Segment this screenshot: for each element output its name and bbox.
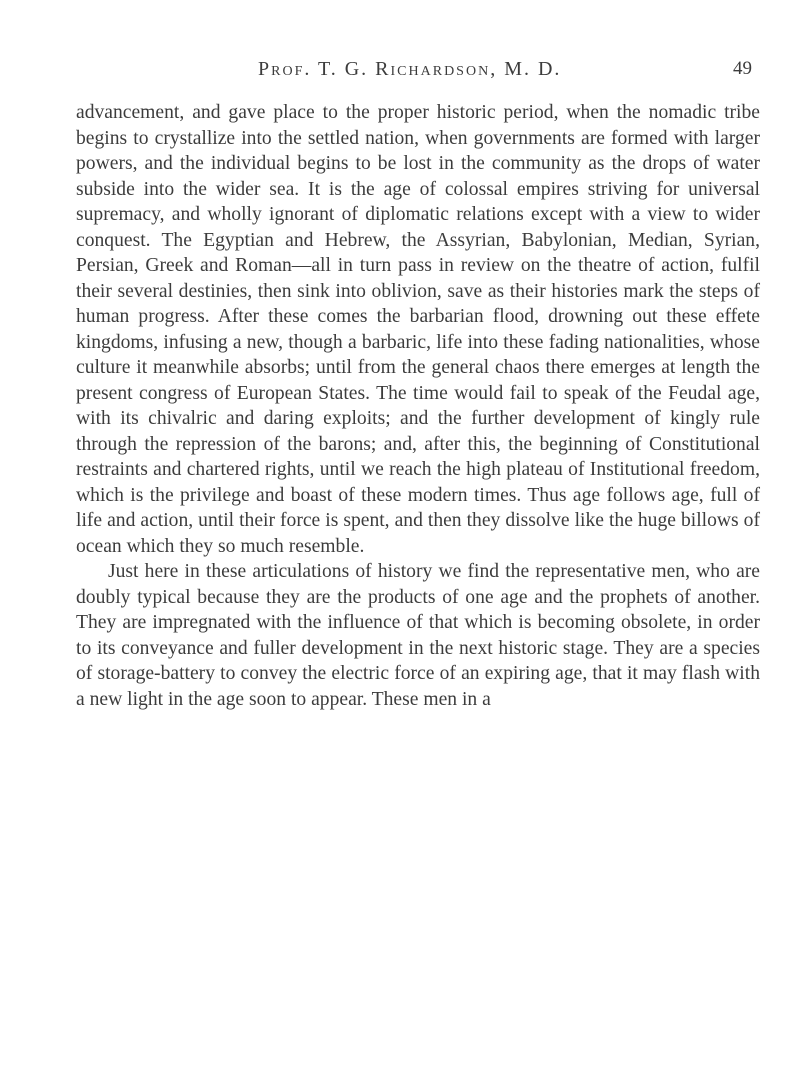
paragraph-representative-men: Just here in these articulations of history we find the representative men, who are doubly typical because they are the products of one age and the prophets of another. They are impregnated with the influence of that which is becoming obsolete, in order to its conveyance and fuller development in the next historic stage. They are a species of storage-battery to convey the electric force of an expiring age, that it may flash with a new light in the age soon to appear. These men in a — [76, 561, 760, 710]
paragraph-continued: advancement, and gave place to the proper historic period, when the nomadic tribe begins to crystallize into the settled nation, when governments are formed with larger powers, and the individual begins to be lost in the community as the drops of water subside into the wider sea. It is the age of colossal empires striving for universal supremacy, and wholly ignorant of diplomatic relations except with a view to wider conquest. The Egyptian and Hebrew, the Assyrian, Babylonian, Median, Syrian, Persian, Greek and Roman—all in turn pass in review on the theatre of action, fulfil their several destinies, then sink into oblivion, save as their histories mark the steps of human progress. After these comes the barbarian flood, drowning out these effete kingdoms, infusing a new, though a barbaric, life into these fading nationalities, whose culture it meanwhile absorbs; until from the general chaos there emerges at length the present congress of European States. The time would fail to speak of the Feudal age, with its chivalric and daring exploits; and the further development of kingly rule through the repression of the barons; and, after this, the beginning of Constitutional restraints and chartered rights, until we reach the high plateau of Institutional freedom, which is the privilege and boast of these modern times. Thus age follows age, full of life and action, until their force is spent, and then they dissolve like the huge billows of ocean which they so much resemble. — [76, 102, 760, 557]
running-head-title: Prof. T. G. Richardson, M. D. — [258, 58, 562, 80]
page-number: 49 — [733, 58, 752, 79]
body-text — [76, 100, 760, 712]
running-head — [76, 52, 760, 84]
